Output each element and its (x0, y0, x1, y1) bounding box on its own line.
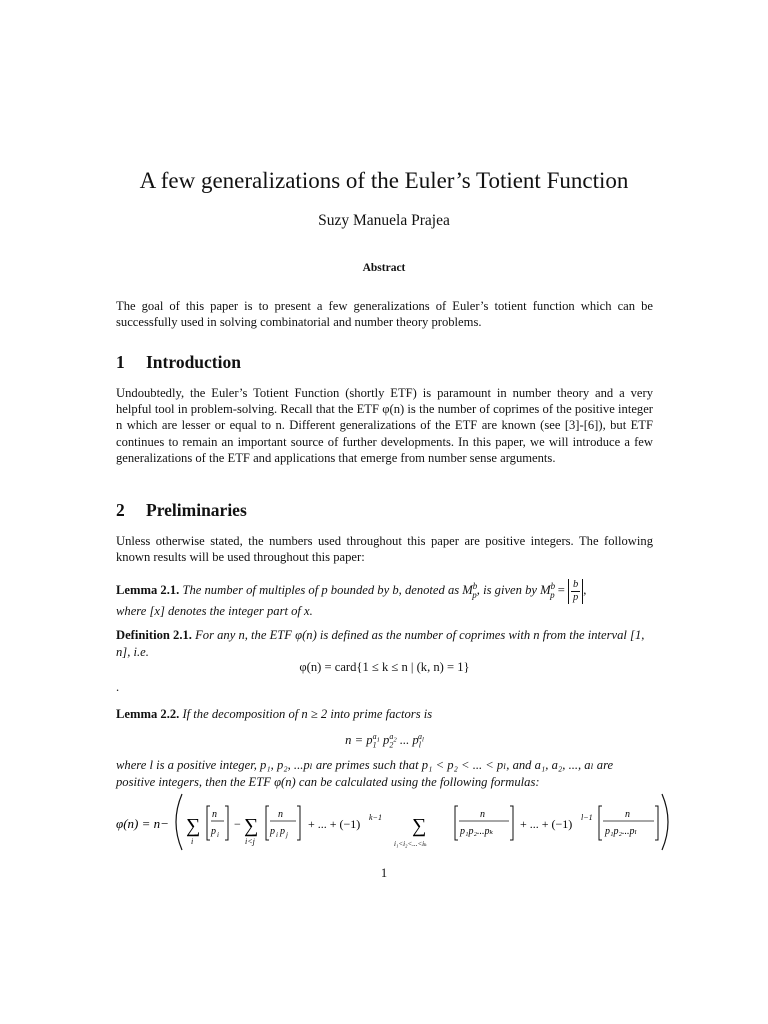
svg-text:n: n (480, 809, 485, 820)
svg-text:i: i (217, 831, 219, 839)
author-name: Suzy Manuela Prajea (318, 212, 450, 229)
preliminaries-text: Unless otherwise stated, the numbers used throughout this paper are positive integers. The following known results will be used throughout this paper: (116, 534, 653, 565)
lemma-text: If the decomposition of n ≥ 2 into prime factors is (182, 707, 433, 721)
svg-text:i: i (276, 831, 278, 839)
definition-text: For any n, the ETF φ(n) is defined as the number of coprimes with n from the interval [1, n], i.e. (116, 628, 645, 659)
svg-text:+ ... + (−1): + ... + (−1) (308, 817, 361, 831)
svg-text:p₁p₂...pₗ: p₁p₂...pₗ (605, 826, 637, 837)
svg-text:∑: ∑ (186, 815, 201, 837)
svg-text:i: i (191, 837, 194, 846)
svg-text:i₁<i₂<...<iₖ: i₁<i₂<...<iₖ (394, 840, 427, 848)
euler-inclusion-exclusion-formula (112, 786, 672, 856)
abstract-text: The goal of this paper is to present a few generalizations of Euler’s totient function which can be successfully used in solving combinatorial and number theory problems. (116, 299, 653, 330)
section-1-heading (116, 352, 241, 373)
section-title: Introduction (146, 352, 241, 372)
section-number: 1 (116, 352, 125, 372)
definition-formula: φ(n) = card{1 ≤ k ≤ n | (k, n) = 1} (299, 660, 470, 674)
svg-text:k−1: k−1 (369, 813, 382, 822)
svg-text:p: p (211, 826, 216, 837)
svg-text:n: n (625, 809, 630, 820)
fraction-b-over-p: $\frac{b}{p}$ (568, 579, 583, 604)
svg-text:i<j: i<j (245, 837, 255, 846)
abstract-heading: Abstract (362, 262, 406, 274)
svg-text:l−1: l−1 (581, 813, 593, 822)
lemma-label: Lemma 2.1. (116, 583, 180, 598)
definition-label: Definition 2.1. (116, 628, 192, 642)
prime-decomposition-formula: $n = p_1^{a_1}$ $p_2^{a_2}$ ... $p_l^{a_l}$ (345, 732, 424, 750)
definition-2-1 (116, 627, 653, 661)
lemma-2-1: Lemma 2.1. The number of multiples of p bounded by b, denoted as $M^b_p$, is given by $M^b_p$ = $\frac{b}{p}$ , (116, 578, 587, 603)
svg-text:∑: ∑ (244, 815, 259, 837)
stray-dot: . (116, 680, 120, 694)
page-number: 1 (380, 866, 388, 880)
paper-title: A few generalizations of the Euler’s Totient Function (139, 168, 629, 193)
lemma-2-2 (116, 706, 653, 723)
svg-text:p: p (280, 826, 285, 837)
introduction-text: Undoubtedly, the Euler’s Totient Function (shortly ETF) is paramount in number theory and a very helpful tool in problem-solving. Recall that the ETF φ(n) is the number of coprimes of the positive integer n which are lesser or equal to n. Different generalizations of the ETF are known (see [3]-[6]), but ETF continues to remain an important source of further developments. In this paper, we will introduce a few generalizations of the ETF and applications that emerge from number sense arguments. (116, 386, 653, 465)
section-number: 2 (116, 500, 125, 520)
svg-text:−: − (234, 817, 241, 831)
lemma-2-1-end: where [x] denotes the integer part of x. (116, 604, 313, 618)
lemma-2-2-continued: where l is a positive integer, p₁, p₂, ...pₗ are primes such that p₁ < p₂ < ... < pₗ, and a₁, a₂, ..., aₗ are positive integers, then the ETF φ(n) can be calculated using the following formulas: (116, 758, 614, 789)
lemma-label: Lemma 2.2. (116, 707, 180, 721)
svg-text:∑: ∑ (412, 815, 427, 837)
svg-text:p: p (270, 826, 275, 837)
section-2-heading (116, 500, 247, 521)
svg-text:n: n (278, 809, 283, 820)
lemma-text: The number of multiples of p bounded by b, denoted as M (182, 583, 473, 598)
svg-text:+ ... + (−1): + ... + (−1) (520, 817, 573, 831)
lemma-text-mid: , is given by M (476, 583, 551, 598)
svg-text:p₁p₂...pₖ: p₁p₂...pₖ (460, 826, 494, 837)
svg-text:j: j (286, 831, 288, 839)
svg-text:φ(n) = n−: φ(n) = n− (116, 816, 169, 831)
section-title: Preliminaries (146, 500, 247, 520)
svg-text:n: n (212, 809, 217, 820)
